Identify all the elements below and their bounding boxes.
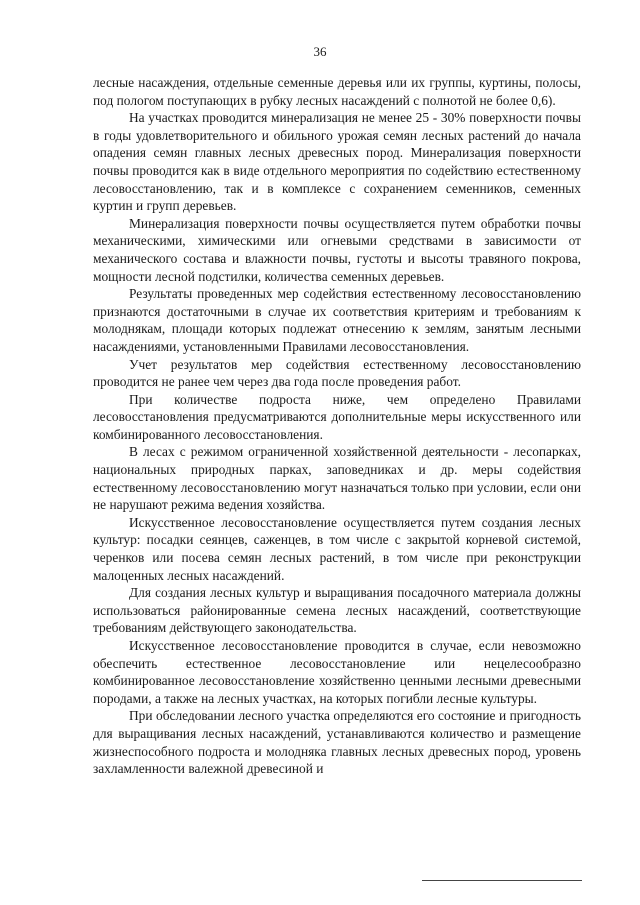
page-number: 36 <box>313 44 327 59</box>
paragraph-artificial-conditions: Искусственное лесовосстановление проводится в случае, если невозможно обеспечить естественное лесовосстановление или нецелесообразно комбинированное лесовосстановление хозяйственно ценными лесными древесными породами, а также на лесных участках, на которых погибли лесные культуры. <box>93 638 581 706</box>
paragraph-results-sufficiency: Результаты проведенных мер содействия естественному лесовосстановлению признаются достаточными в случае их соответствия критериям и требованиям к молоднякам, площади которых подлежат отнесению к землям, занятым лесными насаждениями, установленными Правилами лесовосстановления. <box>93 286 581 354</box>
paragraph-undergrowth-shortage: При количестве подроста ниже, чем определено Правилами лесовосстановления предусматриваются дополнительные меры искусственного или комбинированного лесовосстановления. <box>93 391 581 442</box>
paragraph-zoned-seeds: Для создания лесных культур и выращивания посадочного материала должны использоваться районированные семена лесных насаждений, соответствующие требованиям действующего законодательства. <box>93 585 581 636</box>
paragraph-site-survey: При обследовании лесного участка определяются его состояние и пригодность для выращивания лесных насаждений, устанавливаются количество и размещение жизнеспособного подроста и молодняка главных лесных древесных пород, уровень захламленности валежной древесиной и <box>93 708 581 777</box>
bottom-rule <box>422 880 582 881</box>
paragraph-mineralization-methods: Минерализация поверхности почвы осуществляется путем обработки почвы механическими, химическими или огневыми средствами в зависимости от механического состава и влажности почвы, густоты и высоты травяного покрова, мощности лесной подстилки, количества семенных деревьев. <box>93 215 581 284</box>
paragraph-mineralization-sites: На участках проводится минерализация не менее 25 - 30% поверхности почвы в годы удовлетворительного и обильного урожая семян лесных растений до начала опадения семян главных лесных древесных пород. Минерализация поверхности почвы проводится как в виде отдельного мероприятия по содействию естественному лесовосстановлению, так и в комплексе с сохранением семенников, семенных куртин и групп деревьев. <box>93 110 581 214</box>
paragraph-artificial-reforestation: Искусственное лесовосстановление осуществляется путем создания лесных культур: посадки сеянцев, саженцев, в том числе с закрытой корневой системой, черенков или посева семян лесных растений, в том числе при реконструкции малоценных лесных насаждений. <box>93 514 581 583</box>
paragraph-restricted-forests: В лесах с режимом ограниченной хозяйственной деятельности - лесопарках, национальных природных парках, заповедниках и др. меры содействия естественному лесовосстановлению могут назначаться только при условии, если они не нарушают режима ведения хозяйства. <box>93 444 581 513</box>
paragraph-results-accounting: Учет результатов мер содействия естественному лесовосстановлению проводится не ранее чем через два года после проведения работ. <box>93 356 581 390</box>
paragraph-continuation: лесные насаждения, отдельные семенные деревья или их группы, куртины, полосы, под пологом поступающих в рубку лесных насаждений с полнотой не более 0,6). <box>93 75 581 108</box>
body-text <box>93 74 581 778</box>
